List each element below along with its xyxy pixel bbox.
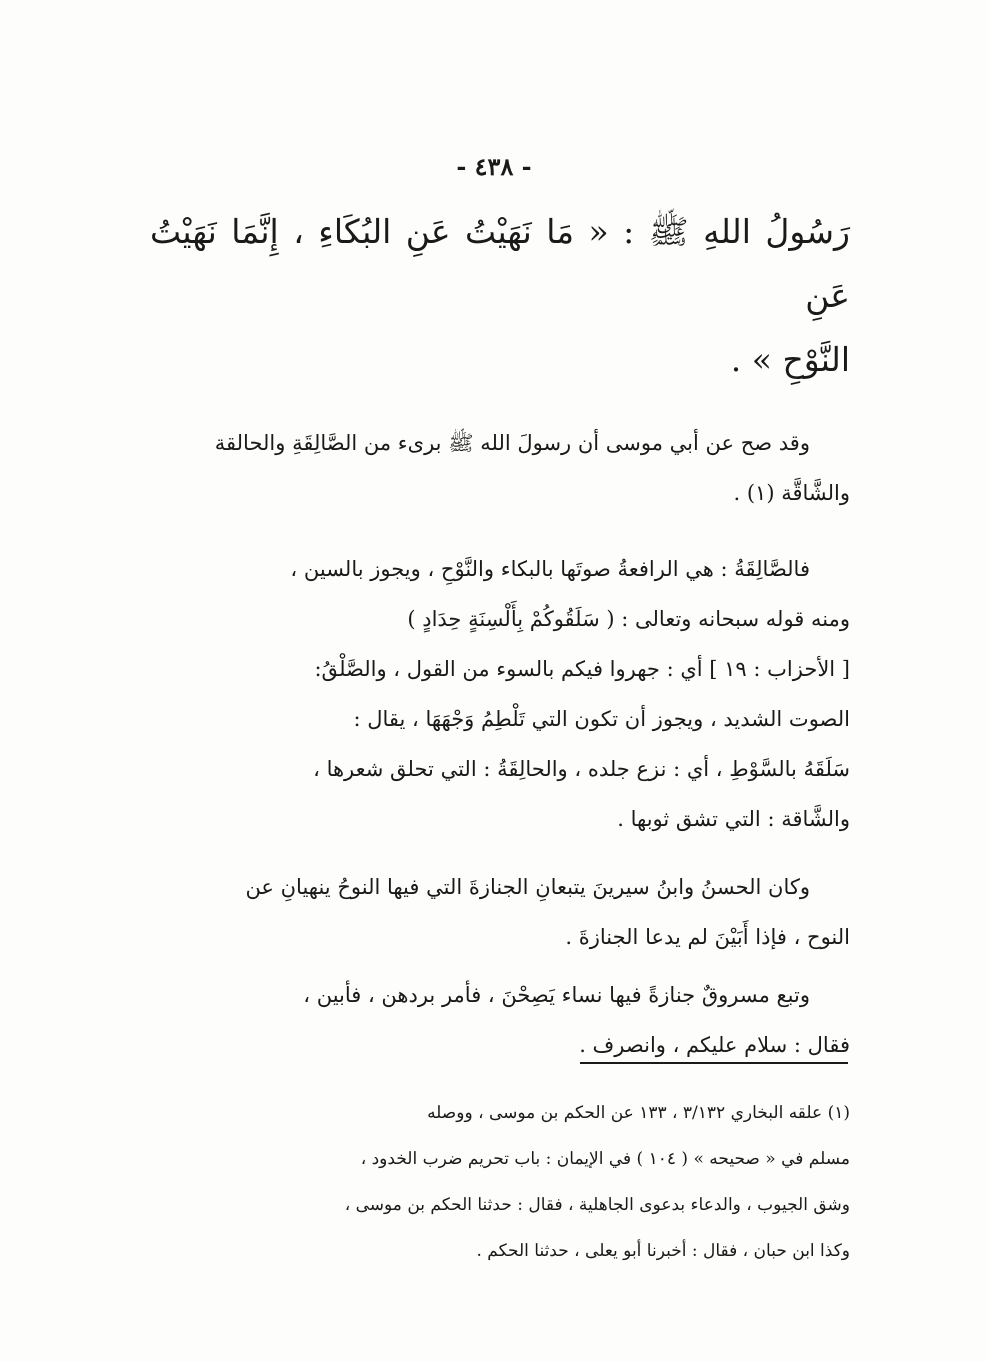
paragraph-line: وقد صح عن أبي موسى أن رسولَ الله ﷺ برىء من الصَّالِقَةِ والحالقة bbox=[214, 431, 810, 455]
hadith-quote-line-2: النَّوْحِ » . bbox=[730, 340, 850, 379]
paragraph-line: الصوت الشديد ، ويجوز أن تكون التي تَلْطِمُ وَجْهَهَا ، يقال : bbox=[353, 707, 850, 731]
footnote-line: مسلم في « صحيحه » ( ١٠٤ ) في الإيمان : باب تحريم ضرب الخدود ، bbox=[360, 1149, 850, 1169]
paragraph-line: فالصَّالِقَةُ : هي الرافعةُ صوتَها بالبكاء والنَّوْحِ ، ويجوز بالسين ، bbox=[290, 557, 810, 581]
paragraph-line: النوح ، فإذا أَبَيْنَ لم يدعا الجنازةَ . bbox=[565, 925, 850, 949]
paragraph-abu-musa bbox=[150, 418, 850, 518]
page-number: - ٤٣٨ - bbox=[456, 152, 532, 181]
paragraph-line: وتبع مسروقٌ جنازةً فيها نساء يَصِحْنَ ، فأمر بردهن ، فأبين ، bbox=[303, 983, 810, 1007]
main-text bbox=[150, 200, 850, 1070]
footnotes bbox=[150, 1090, 850, 1274]
paragraph-line: سَلَقَهُ بالسَّوْطِ ، أي : نزع جلده ، والحالِقَةُ : التي تحلق شعرها ، bbox=[313, 757, 850, 781]
paragraph-line: والشَّاقة : التي تشق ثوبها . bbox=[617, 807, 850, 831]
footnote-line: (١) علقه البخاري ٣/١٣٢ ، ١٣٣ عن الحكم بن موسى ، ووصله bbox=[427, 1103, 850, 1123]
footnote-line: وكذا ابن حبان ، فقال : أخبرنا أبو يعلى ، حدثنا الحكم . bbox=[476, 1241, 850, 1261]
paragraph-definitions bbox=[150, 544, 850, 844]
paragraph-line: فقال : سلام عليكم ، وانصرف . bbox=[579, 1033, 850, 1057]
hadith-quote-line-1: رَسُولُ اللهِ ﷺ : « مَا نَهَيْتُ عَنِ البُكَاءِ ، إِنَّمَا نَهَيْتُ عَنِ bbox=[150, 212, 850, 315]
paragraph-line: ومنه قوله سبحانه وتعالى : ( سَلَقُوكُمْ بِأَلْسِنَةٍ حِدَادٍ ) bbox=[407, 607, 850, 631]
paragraph-line: [ الأحزاب : ١٩ ] أي : جهروا فيكم بالسوء من القول ، والصَّلْقُ: bbox=[314, 657, 850, 681]
paragraph-masruq bbox=[150, 970, 850, 1070]
paragraph-line: وكان الحسنُ وابنُ سيرينَ يتبعانِ الجنازةَ التي فيها النوحُ ينهيانِ عن bbox=[245, 875, 810, 899]
paragraph-line: والشَّاقَّة (١) . bbox=[733, 481, 850, 505]
paragraph-hasan-ibn-sirin bbox=[150, 862, 850, 962]
footnote-separator bbox=[580, 1062, 848, 1064]
footnote-line: وشق الجيوب ، والدعاء بدعوى الجاهلية ، فقال : حدثنا الحكم بن موسى ، bbox=[344, 1195, 850, 1215]
